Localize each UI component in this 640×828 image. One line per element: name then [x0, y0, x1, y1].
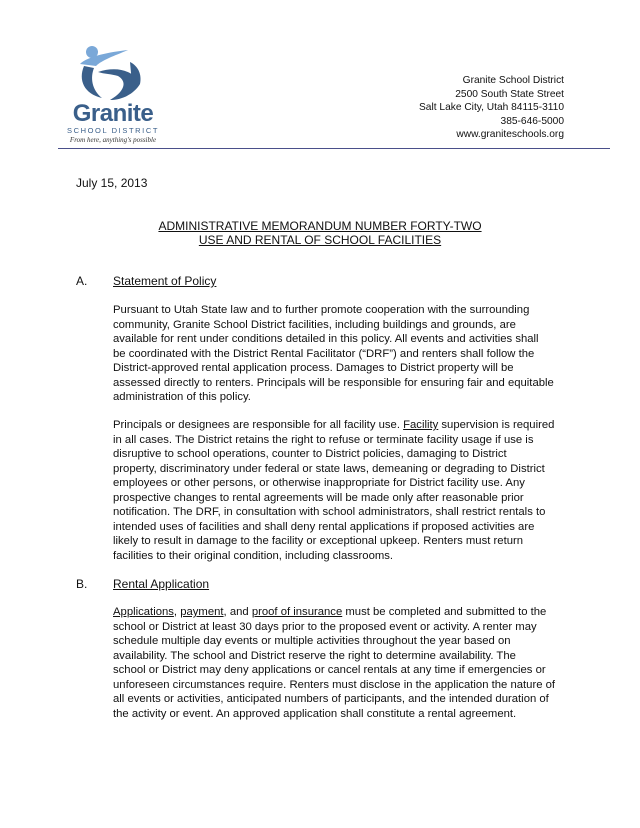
- section-a-paragraph-2: [113, 418, 571, 563]
- paragraph-text: ,: [173, 606, 181, 618]
- memo-title-line-2: USE AND RENTAL OF SCHOOL FACILITIES: [198, 233, 442, 247]
- paragraph-line: Pursuant to Utah State law and to further promote cooperation with the surrounding: [113, 304, 530, 316]
- payment-link[interactable]: payment: [180, 606, 224, 618]
- paragraph-line: notification. The DRF, in consultation with school administrators, shall restrict rentals to: [113, 506, 546, 518]
- logo-tagline: From here, anything's possible: [69, 136, 157, 144]
- paragraph-text: , and: [223, 606, 252, 618]
- paragraph-line: school or District may deny applications or cancel rentals at any time if emergencies or: [113, 664, 546, 676]
- address-line-street: 2500 South State Street: [455, 88, 564, 100]
- paragraph-line: [113, 605, 571, 620]
- paragraph-text: supervision is required: [438, 419, 555, 431]
- paragraph-line: schedule multiple day events or multiple activities throughout the year based on: [113, 635, 511, 647]
- paragraph-line: the activity or event. An approved application shall constitute a rental agreement.: [113, 707, 517, 720]
- paragraph-line: employees or other persons, or otherwise inappropriate for District facility use. Any: [113, 477, 525, 489]
- paragraph-line: facilities to their original condition, including classrooms.: [113, 549, 394, 562]
- paragraph-line: prospective changes to rental agreements will be made only after reasonable prior: [113, 491, 524, 504]
- logo-wordmark: Granite: [72, 100, 154, 127]
- logo-subtitle: SCHOOL DISTRICT: [66, 126, 160, 135]
- section-a-heading: Statement of Policy: [113, 274, 217, 288]
- address-line-name: Granite School District: [462, 75, 564, 86]
- paragraph-line: available for rent under conditions detailed in this policy. All events and activities shall: [113, 333, 539, 345]
- memo-date: July 15, 2013: [76, 176, 148, 190]
- section-b-heading: Rental Application: [113, 577, 210, 591]
- applications-link[interactable]: Applications: [113, 606, 174, 618]
- paragraph-line: likely to result in damage to the facility or exceptional upkeep. Renters must return: [113, 535, 524, 547]
- address-line-city: Salt Lake City, Utah 84115-3110: [419, 102, 564, 114]
- paragraph-line: assessed directly to renters. Principals will be responsible for ensuring fair and equitable: [113, 376, 554, 389]
- paragraph-line: in all cases. The District retains the right to refuse or terminate facility usage if use is: [113, 433, 534, 446]
- paragraph-line: disruptive to school operations, counter to District policies, damaging to District: [113, 448, 507, 460]
- paragraph-line: unforeseen circumstances require. Renters must disclose in the application the nature of: [113, 678, 556, 691]
- district-logo: [58, 44, 168, 148]
- district-address: [419, 74, 564, 142]
- section-a-paragraph-1: [113, 303, 571, 405]
- paragraph-line: availability. The school and District reserve the right to determine availability. The: [113, 649, 516, 662]
- section-a-letter: A.: [76, 274, 88, 288]
- address-line-website[interactable]: www.graniteschools.org: [456, 129, 564, 141]
- memo-title-line-1: ADMINISTRATIVE MEMORANDUM NUMBER FORTY-TWO: [158, 219, 482, 233]
- address-line-phone: 385-646-5000: [500, 115, 564, 127]
- paragraph-line: [113, 418, 571, 433]
- logo-figure-icon: [58, 44, 168, 104]
- letterhead-divider: [58, 148, 610, 149]
- section-b-letter: B.: [76, 577, 88, 591]
- paragraph-line: community, Granite School District facilities, including buildings and grounds, are: [113, 318, 516, 331]
- paragraph-line: District-approved rental application process. Damages to District property will be: [113, 362, 514, 374]
- paragraph-text: Principals or designees are responsible for all facility use.: [113, 419, 404, 431]
- paragraph-line: property, discriminatory under federal or state laws, demeaning or degrading to District: [113, 462, 545, 475]
- paragraph-line: school or District at least 30 days prior to the proposed event or activity. A renter may: [113, 620, 537, 633]
- paragraph-line: all events or activities, anticipated numbers of participants, and the intended duration of: [113, 693, 549, 705]
- section-b-paragraph-1: [113, 605, 571, 721]
- proof-of-insurance-link[interactable]: proof of insurance: [251, 606, 343, 618]
- facility-link[interactable]: Facility: [403, 419, 439, 431]
- paragraph-line: intended uses of facilities and shall deny rental applications if proposed activities are: [113, 520, 535, 533]
- paragraph-line: administration of this policy.: [113, 391, 251, 403]
- paragraph-text: must be completed and submitted to the: [342, 606, 547, 618]
- paragraph-line: be coordinated with the District Rental Facilitator (“DRF”) and renters shall follow the: [113, 347, 535, 360]
